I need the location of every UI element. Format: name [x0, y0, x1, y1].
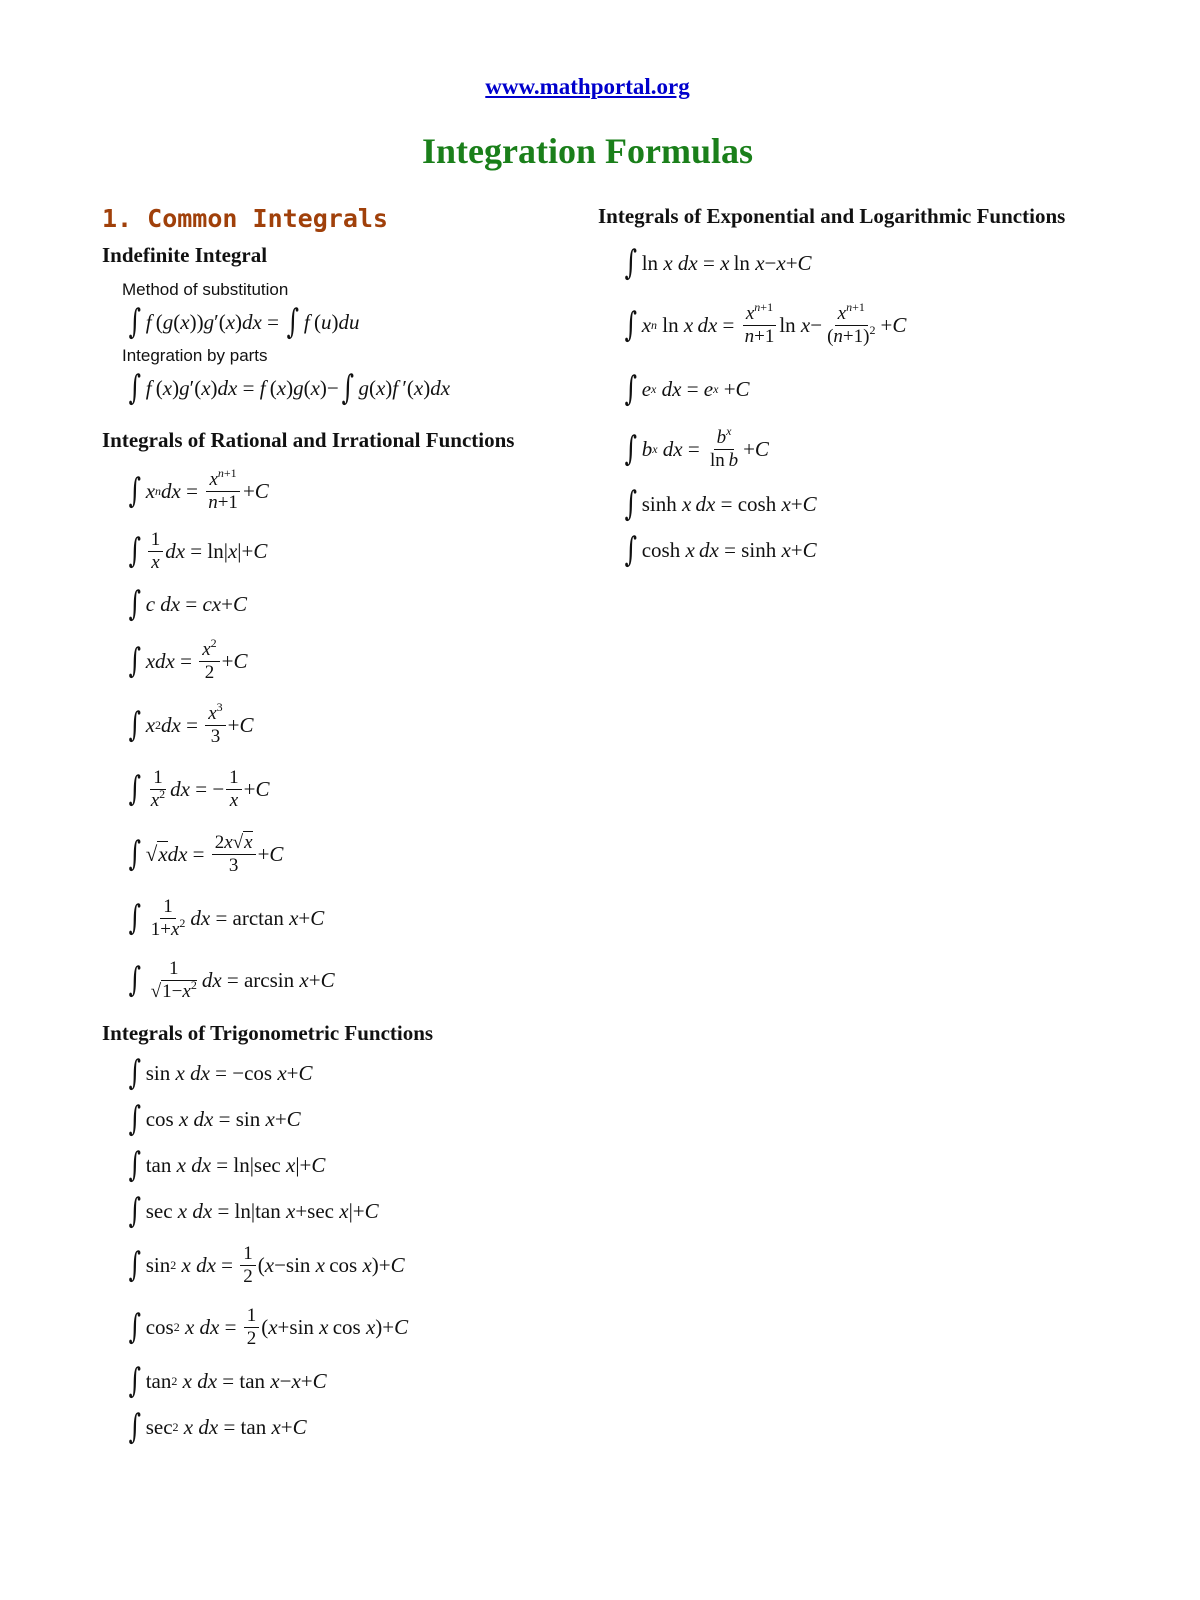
section-heading: 1. Common Integrals — [102, 204, 388, 233]
indefinite-heading: Indefinite Integral — [102, 243, 268, 267]
formula-substitution: ∫ f ( g ( x )) g ′( x ) dx = ∫ f ( u ) du — [128, 302, 360, 342]
formula-tan: ∫ tan x dx = ln|sec x |+ C — [128, 1145, 326, 1185]
formula-sec: ∫ sec x dx = ln|tan x +sec x |+ C — [128, 1191, 379, 1231]
formula-x-squared: ∫ x 2 dx = $\frac{x^3}{3}$ + C — [128, 699, 254, 747]
substitution-label: Method of substitution — [122, 280, 289, 299]
formula-arcsin: ∫ $\frac{1}{√1-x^2}$ dx = arcsin x + C — [128, 957, 335, 1002]
formula-arctan: ∫ $\frac{1}{1+x^2}$ dx = arctan x + C — [128, 895, 325, 940]
formula-sinh: ∫ sinh x dx = cosh x + C — [624, 484, 817, 524]
rational-heading: Integrals of Rational and Irrational Functions — [102, 428, 515, 452]
formula-cos: ∫ cos x dx = sin x + C — [128, 1099, 301, 1139]
formula-x: ∫ xdx = $\frac{x^2}{2}$ + C — [128, 635, 248, 683]
formula-tan-squared: ∫ tan 2 x dx = tan x − x + C — [128, 1361, 327, 1401]
exp-heading: Integrals of Exponential and Logarithmic Functions — [598, 204, 1066, 228]
site-link[interactable]: www.mathportal.org — [485, 74, 690, 99]
formula-cos-squared: ∫ cos 2 x dx = $\frac{1}{2}$ ( x +sin x cos x )+ C — [128, 1304, 409, 1349]
formula-cosh: ∫ cosh x dx = sinh x + C — [624, 530, 817, 570]
formula-sin-squared: ∫ sin 2 x dx = $\frac{1}{2}$ ( x −sin x cos x )+ C — [128, 1242, 405, 1287]
formula-ln: ∫ ln x dx = x ln x − x + C — [624, 243, 812, 283]
formula-inverse-square: ∫ $\frac{1}{x^2}$ dx = − $\frac{1}{x}$ + C — [128, 766, 270, 811]
formula-xn-ln: ∫ x n ln x dx = $\frac{x^{n+1}}{n+1}$ ln x − $\frac{x^{n+1}}{(n+1)^2}$ + C — [624, 299, 907, 347]
formula-exp: ∫ e x dx = e x + C — [624, 369, 750, 409]
page-title: Integration Formulas — [422, 131, 753, 171]
formula-parts: ∫ f ( x ) g ′( x ) dx = f ( x ) g ( x )− ∫ g ( x ) f ′( x ) dx — [128, 368, 451, 408]
formula-constant: ∫ c dx = cx + C — [128, 584, 247, 624]
formula-reciprocal: ∫ $\frac{1}{x}$ dx = ln| x |+ C — [128, 528, 268, 573]
formula-bx: ∫ b x dx = $\frac{b^x}{\text{ln b}}$ + C — [624, 423, 769, 471]
parts-label: Integration by parts — [122, 346, 268, 365]
trig-heading: Integrals of Trigonometric Functions — [102, 1021, 434, 1045]
left-column — [102, 204, 582, 1450]
formula-sec-squared: ∫ sec 2 x dx = tan x + C — [128, 1407, 307, 1447]
formula-power: ∫ x n dx = $\frac{x^{n+1}}{n+1}$ + C — [128, 465, 269, 513]
right-column — [598, 204, 1118, 573]
formula-sin: ∫ sin x dx = −cos x + C — [128, 1053, 313, 1093]
formula-sqrt: ∫ √ x dx = $\frac{2x√x}{3}$ + C — [128, 831, 284, 876]
